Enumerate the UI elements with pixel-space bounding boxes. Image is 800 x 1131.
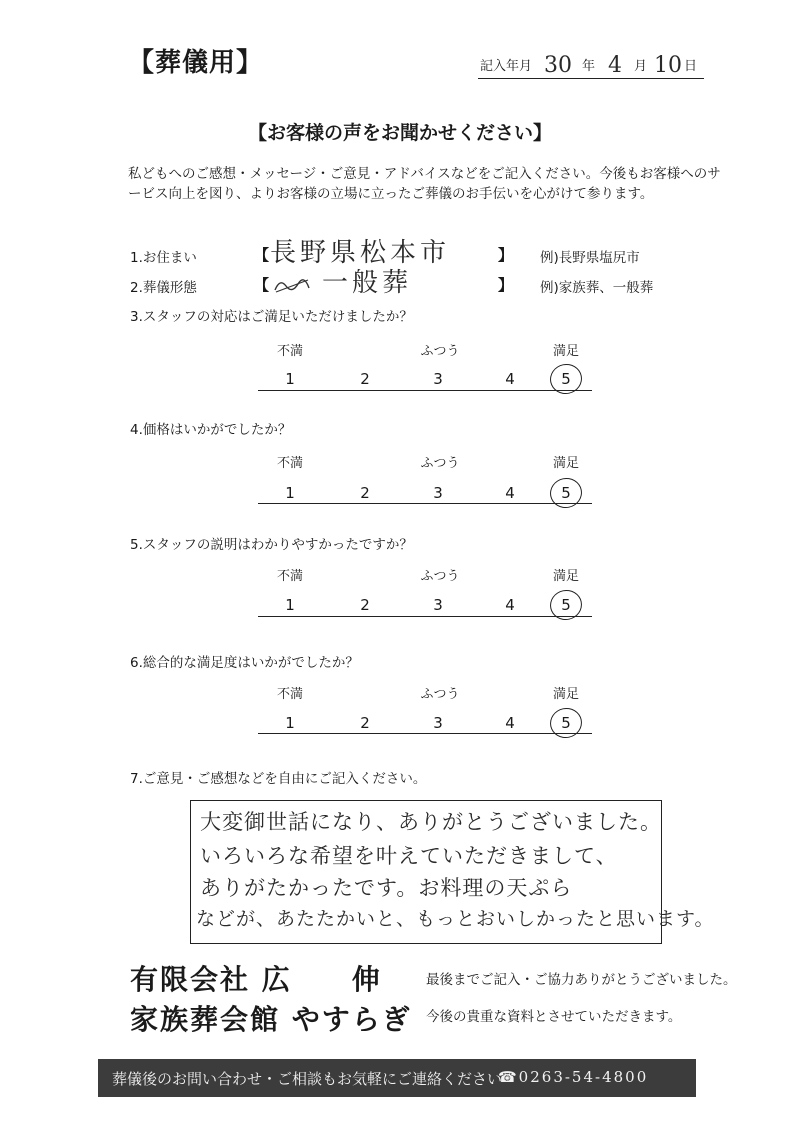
comment-line-4: などが、あたたかいと、もっとおいしかったと思います。 [196, 908, 715, 930]
date-label: 記入年月 [480, 59, 533, 74]
date-month: 4 [608, 53, 622, 78]
scale-option-4: 4 [505, 596, 515, 614]
scale-high-label: 満足 [552, 569, 579, 584]
scale-line [258, 616, 592, 617]
question-6-text: 6.総合的な満足度はいかがでしたか？ [130, 655, 359, 671]
residence-open-bracket: 【 [254, 246, 270, 264]
scale-line [258, 733, 592, 734]
residence-value: 長野県松本市 [270, 238, 451, 268]
scale-option-1: 1 [285, 370, 295, 388]
date-day: 10 [654, 53, 682, 78]
scale-mid-label: ふつう [420, 456, 460, 471]
scale-mid-label: ふつう [420, 569, 460, 584]
company-name: 有限会社 広 伸 [130, 963, 382, 996]
question-5-text: 5.スタッフの説明はわかりやすかったですか？ [130, 537, 413, 553]
survey-title: 【お客様の声をお聞かせください】 [247, 122, 552, 144]
footer-phone: ☎0263-54-4800 [498, 1068, 649, 1086]
scale-option-5: 5 [561, 596, 571, 614]
comment-line-3: ありがたかったです。お料理の天ぷら [200, 876, 573, 900]
scale-option-1: 1 [285, 484, 295, 502]
comment-line-1: 大変御世話になり、ありがとうございました。 [200, 810, 662, 834]
scale-option-4: 4 [505, 370, 515, 388]
scale-option-1: 1 [285, 596, 295, 614]
residence-example: 例)長野県塩尻市 [540, 250, 640, 266]
scale-option-5: 5 [561, 714, 571, 732]
date-year: 30 [544, 53, 572, 78]
scale-option-1: 1 [285, 714, 295, 732]
scale-mid-label: ふつう [420, 687, 460, 702]
date-day-unit: 日 [684, 59, 698, 74]
scale-option-4: 4 [505, 484, 515, 502]
entry-date [478, 50, 704, 79]
scale-low-label: 不満 [276, 344, 303, 359]
residence-label: 1.お住まい [130, 250, 197, 266]
venue-name: 家族葬会館 やすらぎ [130, 1003, 412, 1036]
funeral-type-value: 一般葬 [322, 268, 413, 298]
thanks-message: 最後までご記入・ご協力ありがとうございました。 [426, 972, 737, 988]
scale-option-2: 2 [360, 370, 370, 388]
selected-rating-circle [547, 587, 585, 623]
scale-option-3: 3 [433, 484, 443, 502]
footer-text: 葬儀後のお問い合わせ・ご相談もお気軽にご連絡ください [112, 1070, 503, 1088]
scale-option-5: 5 [561, 484, 571, 502]
scale-option-2: 2 [360, 714, 370, 732]
scale-option-3: 3 [433, 370, 443, 388]
scale-low-label: 不満 [276, 569, 303, 584]
scale-high-label: 満足 [552, 456, 579, 471]
date-month-unit: 月 [634, 59, 648, 74]
question-3-text: 3.スタッフの対応はご満足いただけましたか？ [130, 309, 413, 325]
comment-prompt: 7.ご意見・ご感想などを自由にご記入ください。 [130, 771, 427, 787]
question-4-text: 4.価格はいかがでしたか？ [130, 422, 292, 438]
funeral-type-label: 2.葬儀形態 [130, 280, 197, 296]
scale-option-2: 2 [360, 484, 370, 502]
funeral-type-example: 例)家族葬、一般葬 [540, 280, 654, 296]
comment-line-2: いろいろな希望を叶えていただきまして、 [200, 844, 618, 868]
scale-line [258, 390, 592, 391]
intro-text: 私どもへのご感想・メッセージ・ご意見・アドバイスなどをご記入ください。今後もお客様へのサービス向上を図り、よりお客様の立場に立ったご葬儀のお手伝いを心がけて参ります。 [128, 166, 721, 202]
usage-message: 今後の貴重な資料とさせていただきます。 [426, 1009, 682, 1025]
scale-high-label: 満足 [552, 687, 579, 702]
scale-option-3: 3 [433, 714, 443, 732]
contact-footer [98, 1059, 696, 1097]
scale-option-5: 5 [561, 370, 571, 388]
scale-low-label: 不満 [276, 687, 303, 702]
date-year-unit: 年 [582, 59, 596, 74]
scale-option-3: 3 [433, 596, 443, 614]
funeral-type-close-bracket: 】 [498, 276, 514, 294]
struck-out-entry [272, 272, 312, 298]
residence-close-bracket: 】 [498, 246, 514, 264]
scale-low-label: 不満 [276, 456, 303, 471]
funeral-type-open-bracket: 【 [254, 276, 270, 294]
scale-high-label: 満足 [552, 344, 579, 359]
selected-rating-circle [547, 361, 585, 397]
scale-line [258, 503, 592, 504]
scale-option-2: 2 [360, 596, 370, 614]
document-tag: 【葬儀用】 [128, 48, 264, 78]
selected-rating-circle [547, 475, 585, 511]
selected-rating-circle [547, 705, 585, 741]
scale-option-4: 4 [505, 714, 515, 732]
scale-mid-label: ふつう [420, 344, 460, 359]
